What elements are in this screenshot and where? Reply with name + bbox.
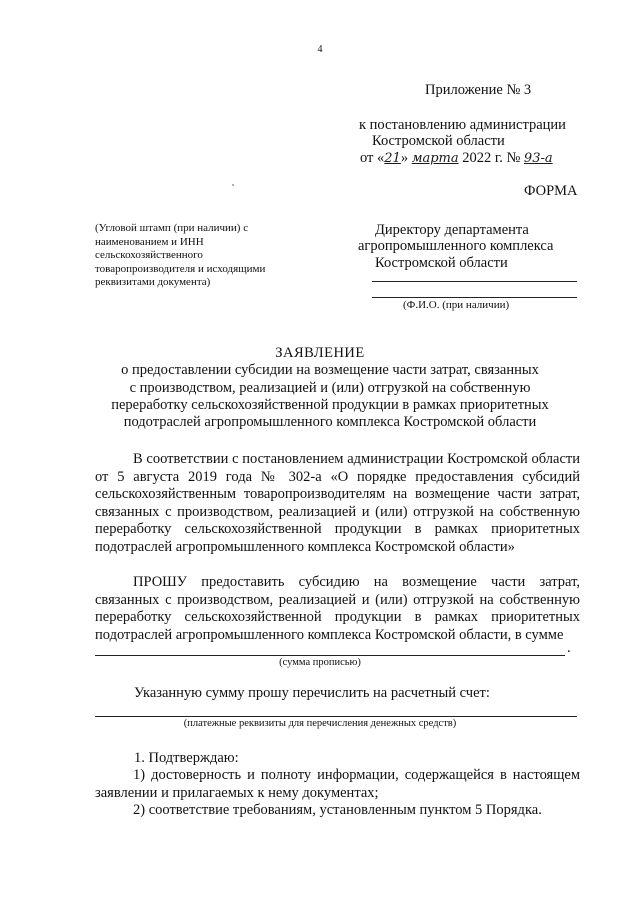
date-month: марта (411, 151, 459, 166)
account-instruction: Указанную сумму прошу перечислить на расчетный счет: (134, 685, 490, 701)
date-day: 21 (384, 151, 401, 166)
addressee-line3: Костромской области (375, 255, 508, 271)
sum-field-line (95, 655, 565, 656)
confirm-item-1: 1) достоверность и полноту информации, содержащейся в настоящем заявлении и прилагаемых к нему документах; (95, 767, 580, 801)
sum-end-dot: . (567, 640, 571, 656)
form-label: ФОРМА (524, 183, 578, 199)
fio-line-1 (372, 281, 577, 282)
document-title: ЗАЯВЛЕНИЕ (275, 345, 365, 361)
paragraph-request: ПРОШУ предоставить субсидию на возмещение части затрат, связанных с производством, реализацией и (или) отгрузкой на собственную переработку сельскохозяйственной продукции в рамках приоритетных подотраслей агропромышленного комплекса Костромской области, в сумме (95, 574, 580, 643)
date-mid: » (400, 150, 412, 166)
scan-speck (232, 184, 234, 186)
appendix-line2: Костромской области (372, 133, 505, 149)
date-prefix: от « (360, 150, 385, 166)
appendix-date-line (360, 150, 553, 167)
subtitle-line-2: с производством, реализацией и (или) отгрузкой на собственную (129, 380, 531, 396)
subtitle-line-4: подотраслей агропромышленного комплекса Костромской области (123, 414, 537, 430)
addressee-line2: агропромышленного комплекса (358, 238, 554, 254)
fio-caption: (Ф.И.О. (при наличии) (403, 299, 510, 311)
account-caption: (платежные реквизиты для перечисления денежных средств) (183, 718, 457, 729)
confirm-item-2: 2) соответствие требованиям, установленным пунктом 5 Порядка. (133, 802, 542, 818)
fio-line-2 (372, 297, 577, 298)
addressee-line1: Директору департамента (375, 222, 529, 238)
account-field-line (95, 716, 577, 717)
date-number: 93-а (523, 151, 553, 166)
corner-stamp-note: (Угловой штамп (при наличии) с наименованием и ИНН сельскохозяйственного товаропроизводителя и исходящими реквизитами документа) (95, 222, 266, 289)
page-number: 4 (317, 44, 323, 55)
sum-caption: (сумма прописью) (279, 657, 361, 668)
paragraph-preamble: В соответствии с постановлением администрации Костромской области от 5 августа 2019 года № 302-а «О порядке предоставления субсидий сельскохозяйственным товаропроизводителям на возмещение части затрат, связанных с производством, реализацией и (или) отгрузкой на собственную переработку сельскохозяйственной продукции в рамках приоритетных подотраслей агропромышленного комплекса Костромской области» (95, 451, 580, 555)
subtitle-line-3: переработку сельскохозяйственной продукции в рамках приоритетных (111, 397, 549, 413)
appendix-line1: к постановлению администрации (359, 117, 566, 133)
date-year: 2022 г. № (458, 150, 524, 166)
appendix-title: Приложение № 3 (425, 82, 532, 98)
confirm-heading: 1. Подтверждаю: (134, 750, 239, 766)
subtitle-line-1: о предоставлении субсидии на возмещение части затрат, связанных (121, 362, 539, 378)
